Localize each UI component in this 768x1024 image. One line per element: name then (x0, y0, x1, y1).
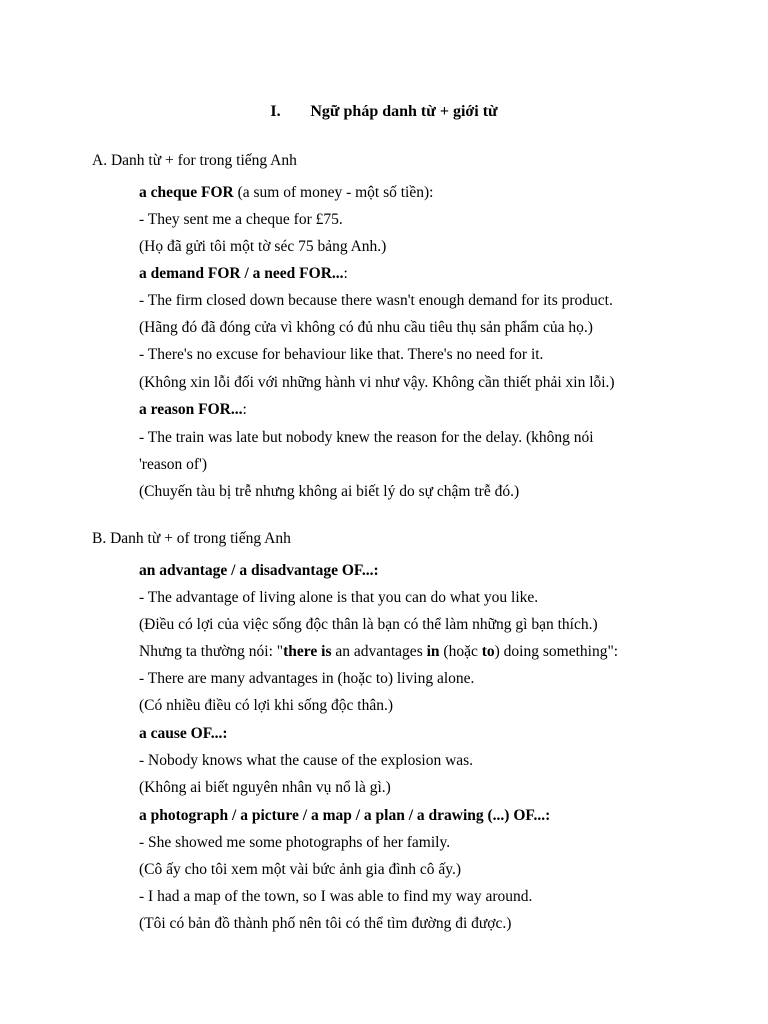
term-gloss: (a sum of money - một số tiền): (233, 184, 434, 201)
section-a-item: (Chuyến tàu bị trễ nhưng không ai biết lý do sự chậm trễ đó.) (139, 483, 520, 500)
term-heading: a demand FOR / a need FOR... (139, 265, 344, 282)
example-line: - I had a map of the town, so I was able to find my way around. (139, 888, 533, 905)
term-heading: a reason FOR... (139, 401, 243, 418)
example-line: - There are many advantages in (hoặc to) living alone. (139, 670, 475, 687)
translation-line: (Cô ấy cho tôi xem một vài bức ảnh gia đình cô ấy.) (139, 861, 462, 878)
usage-note-bold: to (481, 643, 495, 660)
section-a-item (139, 400, 247, 420)
term-gloss: : (242, 401, 247, 418)
section-a-item: (Hãng đó đã đóng cửa vì không có đủ nhu cầu tiêu thụ sản phẩm của họ.) (139, 319, 593, 336)
section-a-title: A. Danh từ + for trong tiếng Anh (92, 152, 297, 169)
example-line: - She showed me some photographs of her family. (139, 834, 451, 851)
usage-note-text: an advantages (331, 643, 427, 660)
term-heading: a cheque FOR (139, 184, 234, 201)
usage-note-text: (hoặc (439, 643, 482, 660)
example-line: - Nobody knows what the cause of the explosion was. (139, 752, 474, 769)
section-a-item: 'reason of') (139, 456, 207, 473)
section-a-item: - The train was late but nobody knew the reason for the delay. (không nói (139, 429, 594, 446)
term-heading: an advantage / a disadvantage OF...: (139, 562, 379, 579)
section-a-item: (Họ đã gửi tôi một tờ séc 75 bảng Anh.) (139, 238, 387, 255)
usage-note-text: ) doing something": (494, 643, 619, 660)
heading-text: Ngữ pháp danh từ + giới từ (310, 103, 498, 120)
section-a-item: - They sent me a cheque for £75. (139, 211, 343, 228)
translation-line: (Có nhiều điều có lợi khi sống độc thân.) (139, 697, 394, 714)
section-a-item: (Không xin lỗi đối với những hành vi như vậy. Không cần thiết phải xin lỗi.) (139, 374, 615, 391)
example-line: - The advantage of living alone is that you can do what you like. (139, 589, 539, 606)
usage-note-bold: in (426, 643, 440, 660)
main-heading (0, 103, 768, 121)
section-a-item (139, 183, 433, 203)
translation-line: (Không ai biết nguyên nhân vụ nổ là gì.) (139, 779, 391, 796)
section-a-item (139, 264, 348, 284)
term-heading: a cause OF...: (139, 725, 228, 742)
section-a-item: - There's no excuse for behaviour like that. There's no need for it. (139, 346, 544, 363)
section-b-title: B. Danh từ + of trong tiếng Anh (92, 530, 291, 547)
usage-note-text: Nhưng ta thường nói: " (139, 643, 284, 660)
heading-number: I. (270, 103, 281, 120)
usage-note (139, 642, 618, 662)
term-heading: a photograph / a picture / a map / a plan / a drawing (...) OF...: (139, 807, 551, 824)
usage-note-bold: there is (283, 643, 332, 660)
translation-line: (Điều có lợi của việc sống độc thân là bạn có thể làm những gì bạn thích.) (139, 616, 598, 633)
translation-line: (Tôi có bản đồ thành phố nên tôi có thể tìm đường đi được.) (139, 915, 512, 932)
term-gloss: : (343, 265, 348, 282)
section-a-item: - The firm closed down because there wasn't enough demand for its product. (139, 292, 613, 309)
